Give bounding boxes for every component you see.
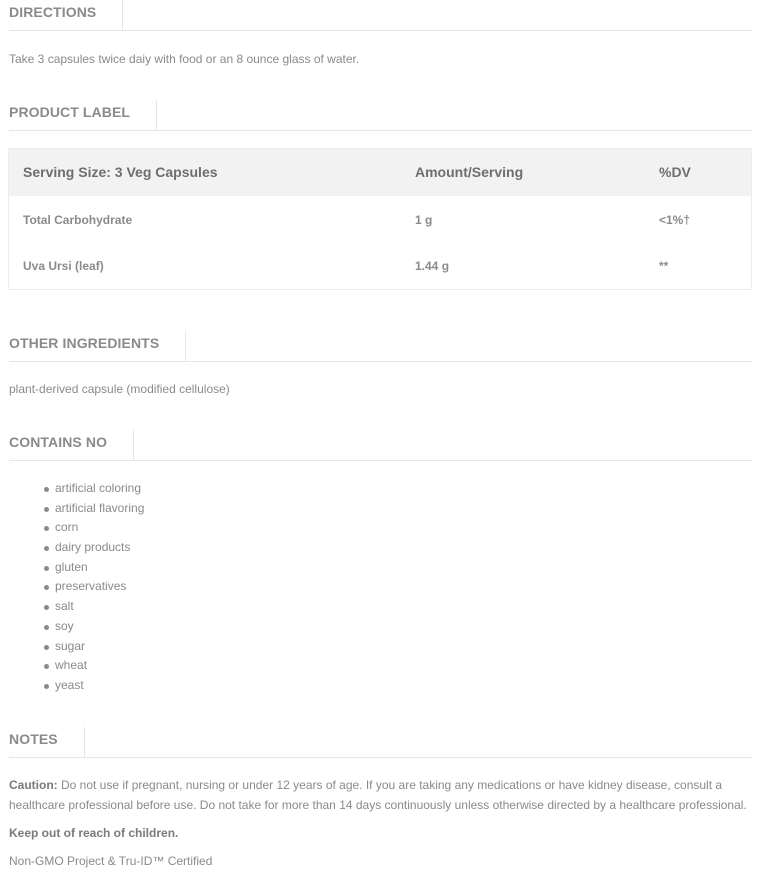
row-amount: 1 g [415,213,433,227]
supplement-facts-table [8,148,752,290]
header-dv: %DV [659,164,691,180]
row-amount: 1.44 g [415,259,450,273]
certified-text: Non-GMO Project & Tru-ID™ Certified [9,854,213,868]
directions-text: Take 3 capsules twice daiy with food or an 8 ounce glass of water. [9,52,360,66]
bullet-icon [44,664,49,669]
other-ingredients-title: OTHER INGREDIENTS [9,331,186,361]
bullet-icon [44,507,49,512]
notes-title: NOTES [9,727,85,757]
caution-text: Do not use if pregnant, nursing or under 12 years of age. If you are taking any medications or have kidney disease, consult a healthcare professional before use. Do not take for more than 14 days continuously unless otherwise directed by a healthcare professional. [9,778,747,812]
list-item: gluten [44,558,144,578]
header-amount: Amount/Serving [415,164,524,180]
list-item: preservatives [44,577,144,597]
contains-no-heading [9,430,752,461]
contains-no-list [44,479,144,696]
caution-label: Caution: [9,778,58,792]
contains-no-title: CONTAINS NO [9,430,134,460]
bullet-icon [44,546,49,551]
row-name: Total Carbohydrate [23,213,133,227]
list-item: artificial coloring [44,479,144,499]
header-serving-size: Serving Size: 3 Veg Capsules [23,164,218,180]
list-item: sugar [44,637,144,657]
bullet-icon [44,625,49,630]
product-label-heading [9,100,752,131]
row-dv: <1%† [659,213,691,227]
list-item: soy [44,617,144,637]
keep-out-text: Keep out of reach of children. [9,826,179,840]
bullet-icon [44,566,49,571]
list-item: dairy products [44,538,144,558]
row-dv: ** [659,259,669,273]
notes-heading [9,727,752,758]
keep-out-paragraph [9,823,751,843]
table-header [9,149,751,196]
product-label-title: PRODUCT LABEL [9,100,157,130]
list-item: salt [44,597,144,617]
directions-title: DIRECTIONS [9,0,123,30]
row-name: Uva Ursi (leaf) [23,259,104,273]
directions-heading [9,0,752,31]
list-item: corn [44,518,144,538]
bullet-icon [44,585,49,590]
bullet-icon [44,684,49,689]
other-ingredients-text: plant-derived capsule (modified cellulose) [9,382,230,396]
list-item: artificial flavoring [44,499,144,519]
caution-paragraph [9,775,751,815]
list-item: wheat [44,656,144,676]
bullet-icon [44,645,49,650]
other-ingredients-heading [9,331,752,362]
bullet-icon [44,526,49,531]
bullet-icon [44,487,49,492]
list-item: yeast [44,676,144,696]
bullet-icon [44,605,49,610]
